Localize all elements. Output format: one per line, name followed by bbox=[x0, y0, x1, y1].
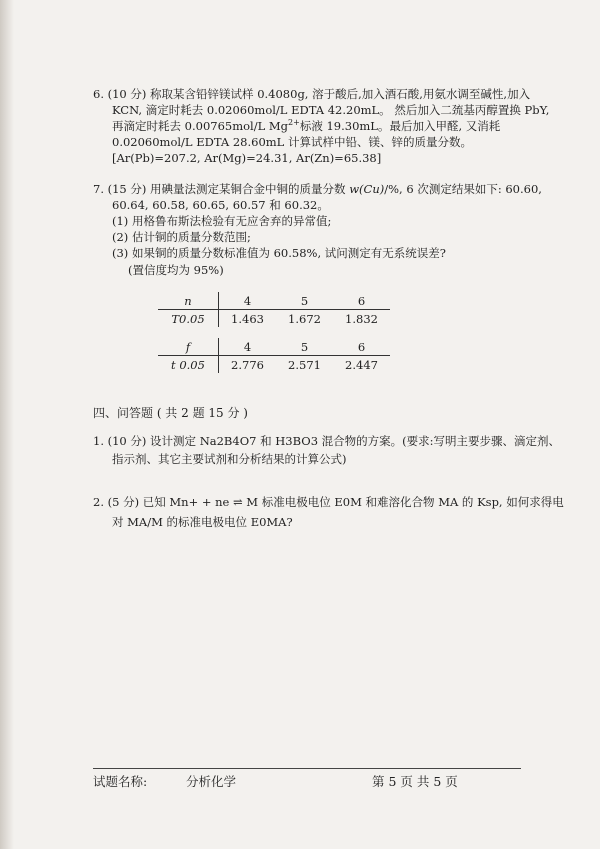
footer-page-info: 第 5 页 共 5 页 bbox=[372, 774, 458, 789]
q7-item3: (3) 如果铜的质量分数标准值为 60.58%, 试问测定有无系统误差? bbox=[112, 246, 446, 260]
table-t-header-label: n bbox=[158, 292, 219, 310]
q7-line1 bbox=[93, 181, 542, 197]
table-small-t-row-label: t 0.05 bbox=[158, 356, 219, 374]
table-t-header-value: 4 bbox=[219, 292, 277, 310]
table-t-row-value: 1.672 bbox=[288, 311, 321, 326]
q7-item2: (2) 估计铜的质量分数范围; bbox=[112, 230, 251, 244]
table-t-row-value: 1.463 bbox=[231, 311, 264, 326]
table-small-t-row-value: 2.571 bbox=[288, 357, 321, 372]
q6-line3-a: 再滴定时耗去 0.00765mol/L Mg bbox=[112, 119, 289, 133]
qa1-line1: 1. (10 分) 设计测定 Na2B4O7 和 H3BO3 混合物的方案。(要求:写明主要步骤、滴定剂、 bbox=[93, 434, 561, 448]
q7-line1-a: 7. (15 分) 用碘量法测定某铜合金中铜的质量分数 bbox=[93, 182, 350, 196]
table-small-t-header-value: 5 bbox=[276, 338, 333, 356]
table-small-t-row-value: 2.447 bbox=[345, 357, 378, 372]
student-t-table bbox=[158, 338, 390, 373]
page-edge-shadow bbox=[0, 0, 14, 849]
section-heading: 四、问答题 ( 共 2 题 15 分 ) bbox=[93, 406, 248, 420]
qa2-line1: 2. (5 分) 已知 Mn+ + ne ⇌ M 标准电极电位 E0M 和难溶化合物 MA 的 Ksp, 如何求得电 bbox=[93, 495, 564, 509]
q7-line2: 60.64, 60.58, 60.65, 60.57 和 60.32。 bbox=[112, 198, 329, 212]
table-t-header-value: 5 bbox=[276, 292, 333, 310]
footer-rule bbox=[93, 768, 521, 769]
q6-line5: [Ar(Pb)=207.2, Ar(Mg)=24.31, Ar(Zn)=65.38] bbox=[112, 151, 382, 165]
q6-line4: 0.02060mol/L EDTA 28.60mL 计算试样中铅、镁、锌的质量分数。 bbox=[112, 135, 472, 149]
q7-item1: (1) 用格鲁布斯法检验有无应舍弃的异常值; bbox=[112, 214, 332, 228]
q6-line3-sup: 2+ bbox=[288, 118, 300, 128]
table-t-row-value: 1.832 bbox=[345, 311, 378, 326]
grubbs-table bbox=[158, 292, 390, 327]
table-small-t-header-value: 6 bbox=[333, 338, 390, 356]
q7-line1-b: w(Cu) bbox=[349, 182, 385, 196]
qa1-line2: 指示剂、其它主要试剂和分析结果的计算公式) bbox=[112, 452, 347, 466]
q6-line3-b: 标液 19.30mL。最后加入甲醛, 又消耗 bbox=[299, 119, 501, 133]
footer-label: 试题名称: bbox=[93, 774, 148, 789]
table-small-t-header-label: f bbox=[158, 338, 219, 356]
q6-line3 bbox=[112, 118, 500, 134]
footer-subject: 分析化学 bbox=[186, 774, 237, 789]
q6-line1: 6. (10 分) 称取某含铅锌镁试样 0.4080g, 溶于酸后,加入酒石酸,用氨水调至碱性,加入 bbox=[93, 87, 531, 101]
q7-line1-c: /%, 6 次测定结果如下: 60.60, bbox=[384, 182, 542, 196]
qa2-line2: 对 MA/M 的标准电极电位 E0MA? bbox=[112, 515, 293, 529]
q7-confidence: (置信度均为 95%) bbox=[128, 263, 224, 277]
table-t-row-label: T0.05 bbox=[158, 310, 219, 328]
q6-line2: KCN, 滴定时耗去 0.02060mol/L EDTA 42.20mL。 然后加入二巯基丙醇置换 PbY, bbox=[112, 103, 550, 117]
table-t-header-value: 6 bbox=[333, 292, 390, 310]
table-small-t-row-value: 2.776 bbox=[231, 357, 264, 372]
table-small-t-header-value: 4 bbox=[219, 338, 277, 356]
